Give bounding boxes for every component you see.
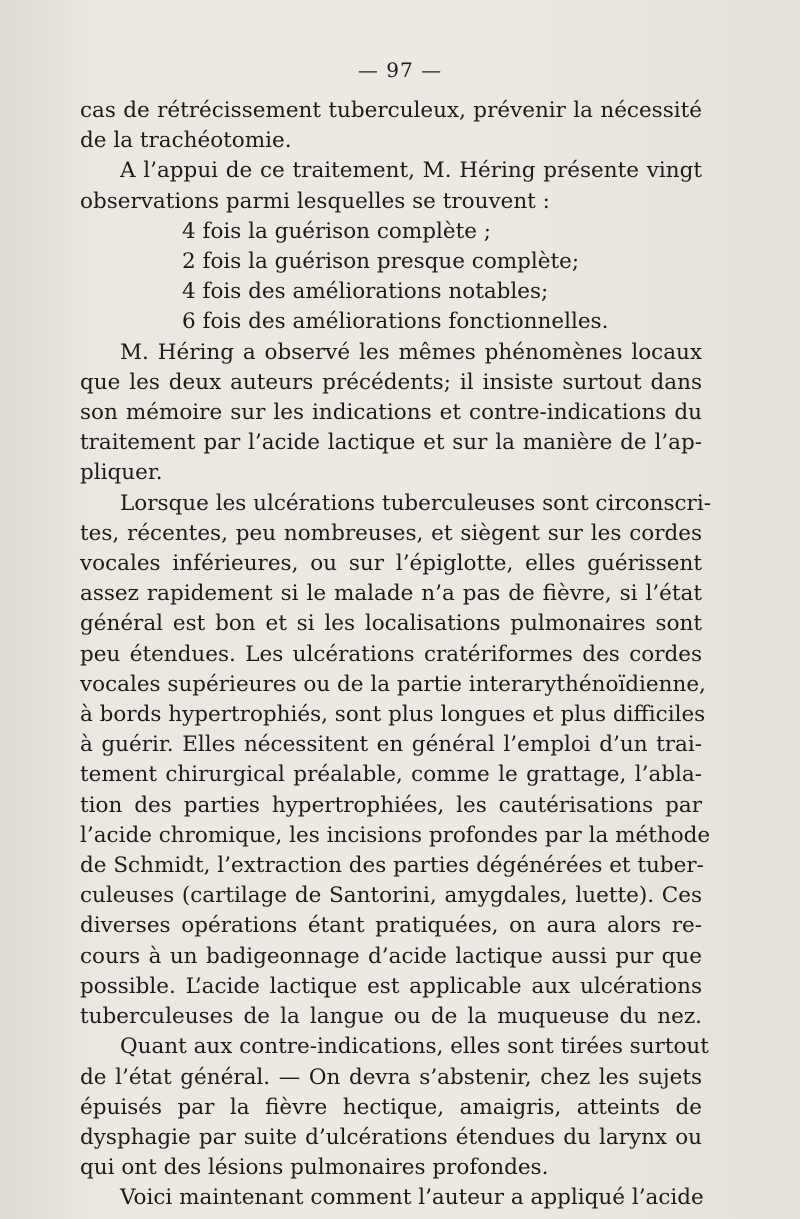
text-line: à guérir. Elles nécessitent en général l’emploi d’un trai- (80, 732, 702, 758)
text-line: possible. L’acide lactique est applicable aux ulcérations (80, 973, 702, 999)
list-item: 6 fois des améliorations fonctionnelles. (182, 309, 609, 335)
text-line: son mémoire sur les indications et contre-indications du (80, 400, 702, 426)
text-line: diverses opérations étant pratiquées, on aura alors re- (80, 913, 702, 939)
text-line: tion des parties hypertrophiées, les cautérisations par (80, 792, 702, 818)
text-line: que les deux auteurs précédents; il insiste surtout dans (80, 369, 702, 395)
text-line: cas de rétrécissement tuberculeux, prévenir la nécessité (80, 98, 702, 123)
text-line: de Schmidt, l’extraction des parties dégénérées et tuber- (80, 853, 704, 879)
text-line: Quant aux contre-indications, elles sont tirées surtout (120, 1034, 709, 1060)
text-line: vocales inférieures, ou sur l’épiglotte, elles guérissent (80, 551, 702, 577)
text-line: épuisés par la fièvre hectique, amaigris, atteints de (80, 1094, 702, 1120)
text-line: Voici maintenant comment l’auteur a appliqué l’acide (120, 1185, 704, 1211)
text-line: de la trachéotomie. (80, 128, 292, 154)
text-line: cours à un badigeonnage d’acide lactique aussi pur que (80, 943, 702, 969)
text-line: de l’état général. — On devra s’abstenir, chez les sujets (80, 1064, 702, 1090)
text-line: à bords hypertrophiés, sont plus longues et plus difficiles (80, 702, 706, 728)
text-line: qui ont des lésions pulmonaires profondes. (80, 1155, 549, 1181)
text-line: culeuses (cartilage de Santorini, amygdales, luette). Ces (80, 883, 702, 909)
text-line: pliquer. (80, 460, 163, 486)
list-item: 2 fois la guérison presque complète; (182, 249, 580, 275)
text-line: traitement par l’acide lactique et sur la manière de l’ap- (80, 430, 702, 456)
text-line: assez rapidement si le malade n’a pas de fièvre, si l’état (80, 581, 702, 607)
text-line: M. Héring a observé les mêmes phénomènes locaux (120, 339, 702, 365)
page-number: — 97 — (357, 58, 443, 82)
text-line: général est bon et si les localisations pulmonaires sont (80, 611, 702, 637)
text-line: A l’appui de ce traitement, M. Héring présente vingt (120, 158, 702, 184)
text-line: observations parmi lesquelles se trouvent : (80, 188, 550, 214)
text-line: tes, récentes, peu nombreuses, et siègent sur les cordes (80, 520, 702, 546)
text-line: l’acide chromique, les incisions profondes par la méthode (80, 822, 711, 848)
text-line: tement chirurgical préalable, comme le grattage, l’abla- (80, 762, 702, 788)
text-line: Lorsque les ulcérations tuberculeuses sont circonscri- (120, 490, 711, 516)
list-item: 4 fois des améliorations notables; (182, 279, 549, 305)
text-line: peu étendues. Les ulcérations cratériformes des cordes (80, 641, 702, 667)
body-text (80, 96, 711, 1214)
text-line: tuberculeuses de la langue ou de la muqueuse du nez. (80, 1004, 702, 1030)
text-line: dysphagie par suite d’ulcérations étendues du larynx ou (80, 1124, 702, 1150)
text-line: vocales supérieures ou de la partie interarythénoïdienne, (80, 671, 706, 697)
list-item: 4 fois la guérison complète ; (182, 218, 492, 244)
